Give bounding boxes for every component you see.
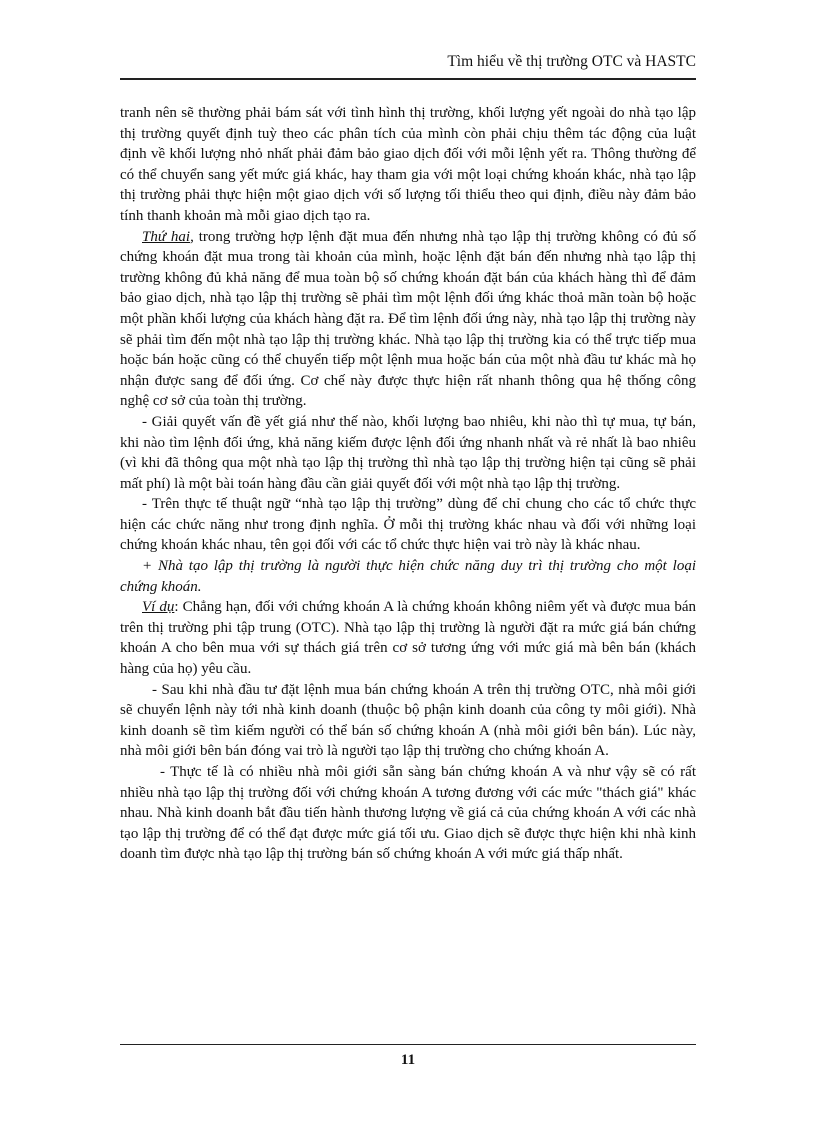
paragraph: tranh nên sẽ thường phải bám sát với tình hình thị trường, khối lượng yết ngoài do nhà tạo lập thị trường quyết định tuỳ theo các phân tích của mình còn phải chịu thêm tác động của luật định về khối lượng nhỏ nhất phải đảm bảo giao dịch đối với mỗi lệnh yết ra. Thông thường để có thể chuyển sang yết mức giá khác, hay tham gia với một loại chứng khoán khác, nhà tạo lập thị trường phải thực hiện một giao dịch với số lượng tối thiểu theo qui định, điều này đảm bảo tính thanh khoản mà mỗi giao dịch tạo ra. bbox=[120, 105, 696, 224]
paragraph: - Giải quyết vấn đề yết giá như thế nào, khối lượng bao nhiêu, khi nào thì tự mua, tự bán, khi nào tìm lệnh đối ứng, khả năng kiếm được lệnh đối ứng nhanh nhất và rẻ nhất là bao nhiêu (vì khi đã thông qua một nhà tạo lập thị trường thì nhà tạo lập thị trường hiện tại cũng sẽ phải mất phí) là một bài toán hàng đầu cần giải quyết đối với một nhà tạo lập thị trường. bbox=[120, 413, 696, 492]
paragraph: - Trên thực tế thuật ngữ “nhà tạo lập thị trường” dùng để chỉ chung cho các tổ chức thực hiện các chức năng như trong định nghĩa. Ở mỗi thị trường khác nhau và đối với những loại chứng khoán khác nhau, tên gọi đối với các tổ chức thực hiện vai trò này là khác nhau. bbox=[120, 496, 696, 554]
lead-term: Thứ hai bbox=[142, 228, 191, 245]
page-number: 11 bbox=[400, 1052, 416, 1068]
paragraph: - Sau khi nhà đầu tư đặt lệnh mua bán chứng khoán A trên thị trường OTC, nhà môi giới sẽ chuyển lệnh này tới nhà kinh doanh (thuộc bộ phận kinh doanh của công ty môi giới). Nhà kinh doanh sẽ tìm kiếm người có thể bán số chứng khoán A (nhà môi giới bên bán). Lúc này, nhà môi giới bên bán đóng vai trò là người tạo lập thị trường cho chứng khoán A. bbox=[120, 681, 696, 760]
footer-rule bbox=[120, 1044, 696, 1045]
paragraph: Ví dụ: Chẳng hạn, đối với chứng khoán A là chứng khoán không niêm yết và được mua bán trên thị trường phi tập trung (OTC). Nhà tạo lập thị trường là người đặt ra mức giá bán chứng khoán A cho bên mua với sự thách giá trên cơ sở tương ứng với mức giá mà bên bán (khách hàng của họ) yêu cầu. bbox=[120, 599, 696, 678]
header-rule bbox=[120, 78, 696, 80]
paragraph: + Nhà tạo lập thị trường là người thực hiện chức năng duy trì thị trường cho một loại chứng khoán. bbox=[120, 558, 696, 595]
paragraph: - Thực tế là có nhiều nhà môi giới sẵn sàng bán chứng khoán A và như vậy sẽ có rất nhiều nhà tạo lập thị trường đối với chứng khoán A tương đương với các mức "thách giá" khác nhau. Nhà kinh doanh bắt đầu tiến hành thương lượng về giá cả của chứng khoán A với các nhà tạo lập thị trường để có thể đạt được mức giá tối ưu. Giao dịch sẽ được thực hiện khi nhà kinh doanh tìm được nhà tạo lập thị trường bán số chứng khoán A với mức giá thấp nhất. bbox=[120, 764, 696, 863]
lead-term: Ví dụ bbox=[142, 599, 175, 616]
paragraph: Thứ hai, trong trường hợp lệnh đặt mua đến nhưng nhà tạo lập thị trường không có đủ số chứng khoán đặt mua trong tài khoản của mình, hoặc lệnh đặt bán đến nhưng nhà tạo lập thị trường không đủ khả năng để mua toàn bộ số chứng khoán đặt bán của khách hàng thì để đảm bảo giao dịch, nhà tạo lập thị trường sẽ phải tìm một lệnh đối ứng khác thoả mãn toàn bộ hoặc một phần khối lượng của khách hàng đặt ra. Để tìm lệnh đối ứng này, nhà tạo lập thị trường này sẽ phải tìm đến một nhà tạo lập thị trường khác. Nhà tạo lập thị trường kia có thể trực tiếp mua hoặc bán hoặc cũng có thể chuyển tiếp một lệnh mua hoặc bán của một nhà đầu tư khác mà họ nhận được sang để đối ứng. Cơ chế này được thực hiện rất nhanh thông qua hệ thống công nghệ cơ sở của toàn thị trường. bbox=[120, 228, 696, 410]
document-body bbox=[120, 103, 696, 865]
running-header: Tìm hiểu về thị trường OTC và HASTC bbox=[447, 53, 696, 70]
